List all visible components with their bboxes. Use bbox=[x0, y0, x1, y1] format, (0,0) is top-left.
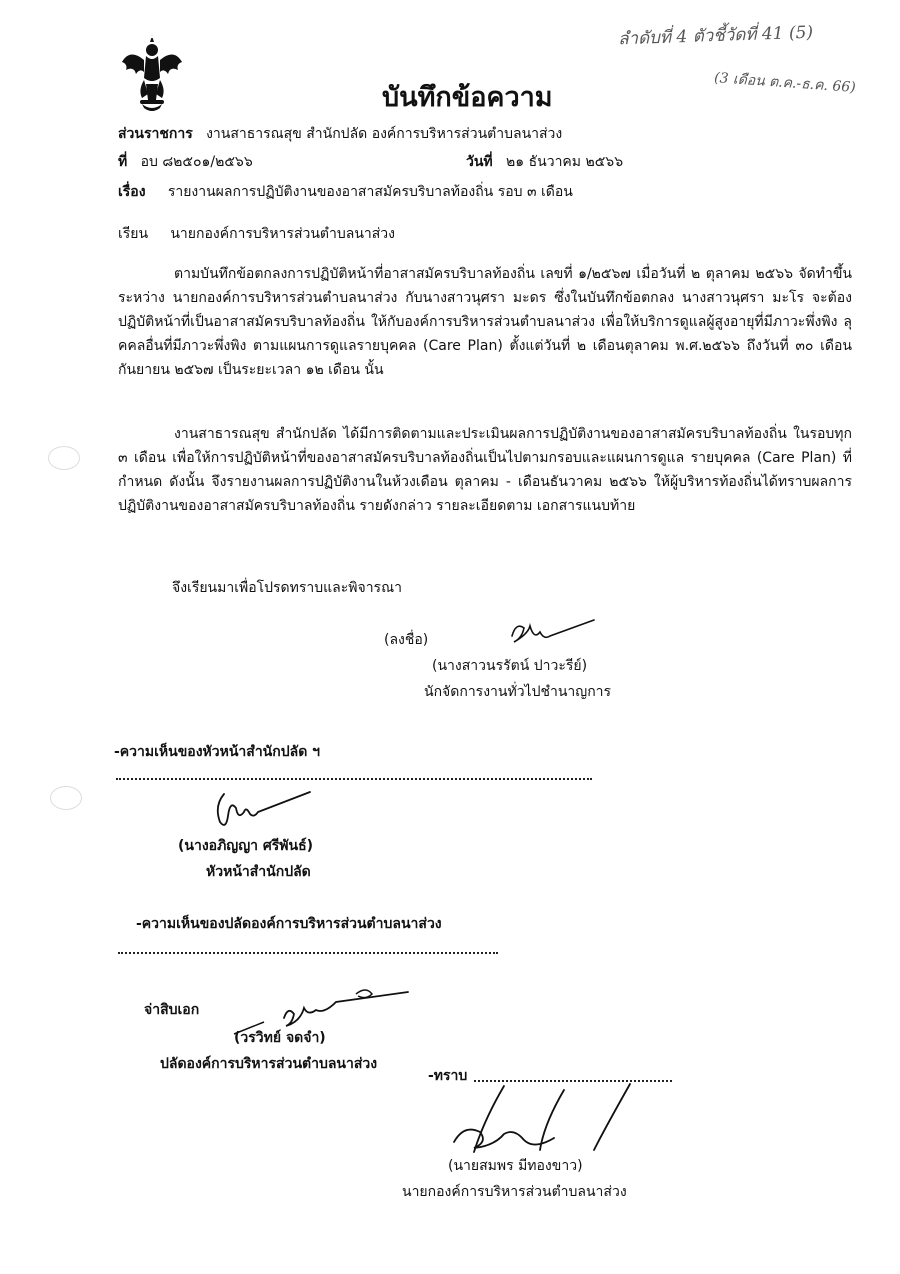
signature-4 bbox=[444, 1080, 644, 1160]
opinion-2-heading: -ความเห็นของปลัดองค์การบริหารส่วนตำบลนาส่วง bbox=[136, 916, 442, 932]
body-paragraph-1 bbox=[118, 262, 852, 382]
punch-hole-top bbox=[48, 446, 80, 470]
opinion-2-rank: จ่าสิบเอก bbox=[144, 1002, 200, 1018]
body-paragraph-2 bbox=[118, 422, 852, 518]
opinion-1-heading: -ความเห็นของหัวหน้าสำนักปลัด ฯ bbox=[114, 744, 321, 760]
sign-label: (ลงชื่อ) bbox=[384, 632, 429, 648]
acknowledge-position: นายกองค์การบริหารส่วนตำบลนาส่วง bbox=[402, 1184, 627, 1200]
date-value: ๒๑ ธันวาคม ๒๕๖๖ bbox=[506, 154, 624, 170]
opinion-2-dotted-line bbox=[118, 952, 498, 954]
closing-line: จึงเรียนมาเพื่อโปรดทราบและพิจารณา bbox=[172, 580, 402, 596]
subject-label: เรื่อง bbox=[118, 184, 146, 200]
body-paragraph-2-text: งานสาธารณสุข สำนักปลัด ได้มีการติดตามและประเมินผลการปฏิบัติงานของอาสาสมัครบริบาลท้องถิ่น ในรอบทุก ๓ เดือน เพื่อให้การปฏิบัติหน้าที่ของอาสาสมัครบริบาลท้องถิ่นเป็นไปตามกรอบและแผนการดูแล รายบุคคล (Care Plan) ที่กำหนด ดังนั้น จึงรายงานผลการปฏิบัติงานในห้วงเดือน ตุลาคม - เดือนธันวาคม ๒๕๖๖ ให้ผู้บริหารท้องถิ่นได้ทราบผลการปฏิบัติงานของอาสาสมัครบริบาลท้องถิ่น รายดังกล่าว รายละเอียดตาม เอกสารแนบท้าย bbox=[118, 426, 852, 514]
signature-2 bbox=[206, 786, 316, 836]
department-label: ส่วนราชการ bbox=[118, 126, 193, 142]
garuda-emblem-icon bbox=[120, 38, 184, 114]
department-value: งานสาธารณสุข สำนักปลัด องค์การบริหารส่วนตำบลนาส่วง bbox=[206, 126, 563, 142]
date-row bbox=[466, 152, 623, 172]
reference-label: ที่ bbox=[118, 154, 128, 170]
opinion-2-position: ปลัดองค์การบริหารส่วนตำบลนาส่วง bbox=[160, 1056, 378, 1072]
opinion-1-dotted-line bbox=[116, 778, 592, 780]
handwritten-note-line2: (3 เดือน ต.ค.-ธ.ค. 66) bbox=[713, 70, 857, 96]
signer-1-name: (นางสาวนรรัตน์ ปาวะรีย์) bbox=[432, 658, 588, 674]
opinion-1-position: หัวหน้าสำนักปลัด bbox=[206, 864, 311, 880]
opinion-2-name: (วรวิทย์ จดจำ) bbox=[234, 1030, 326, 1046]
signature-1 bbox=[504, 614, 600, 650]
acknowledge-name: (นายสมพร มีทองขาว) bbox=[448, 1158, 583, 1174]
signer-1-position: นักจัดการงานทั่วไปชำนาญการ bbox=[424, 684, 612, 700]
document-title: บันทึกข้อความ bbox=[382, 82, 553, 113]
opinion-1-name: (นางอภิญญา ศรีพันธ์) bbox=[178, 838, 314, 854]
addressee-value: นายกองค์การบริหารส่วนตำบลนาส่วง bbox=[170, 226, 396, 242]
subject-row bbox=[118, 182, 573, 202]
reference-value: อบ ๘๒๕๐๑/๒๕๖๖ bbox=[140, 154, 253, 170]
date-label: วันที่ bbox=[466, 154, 493, 170]
punch-hole-bottom bbox=[50, 786, 82, 810]
addressee-row bbox=[118, 224, 395, 244]
reference-row bbox=[118, 152, 253, 172]
acknowledge-label: -ทราบ bbox=[428, 1068, 468, 1084]
addressee-label: เรียน bbox=[118, 226, 149, 242]
body-paragraph-1-text: ตามบันทึกข้อตกลงการปฏิบัติหน้าที่อาสาสมัครบริบาลท้องถิ่น เลขที่ ๑/๒๕๖๗ เมื่อวันที่ ๒ ตุลาคม ๒๕๖๖ จัดทำขึ้นระหว่าง นายกองค์การบริหารส่วนตำบลนาส่วง กับนางสาวนุศรา มะดร ซึ่งในบันทึกข้อตกลง นางสาวนุศรา มะโร จะต้องปฏิบัติหน้าที่เป็นอาสาสมัครบริบาลท้องถิ่น ให้กับองค์การบริหารส่วนตำบลนาส่วง เพื่อให้บริการดูแลผู้สูงอายุที่มีภาวะพึ่งพิง ลุคคลอื่นที่มีภาวะพึ่งพิง ตามแผนการดูแลรายบุคคล (Care Plan) ตั้งแต่วันที่ ๒ เดือนตุลาคม พ.ศ.๒๕๖๖ ถึงวันที่ ๓๐ เดือน กันยายน ๒๕๖๗ เป็นระยะเวลา ๑๒ เดือน นั้น bbox=[118, 266, 852, 378]
department-row bbox=[118, 124, 562, 144]
subject-value: รายงานผลการปฏิบัติงานของอาสาสมัครบริบาลท้องถิ่น รอบ ๓ เดือน bbox=[167, 184, 573, 200]
handwritten-note-line1: ลำดับที่ 4 ตัวชี้วัดที่ 41 (5) bbox=[617, 22, 814, 50]
